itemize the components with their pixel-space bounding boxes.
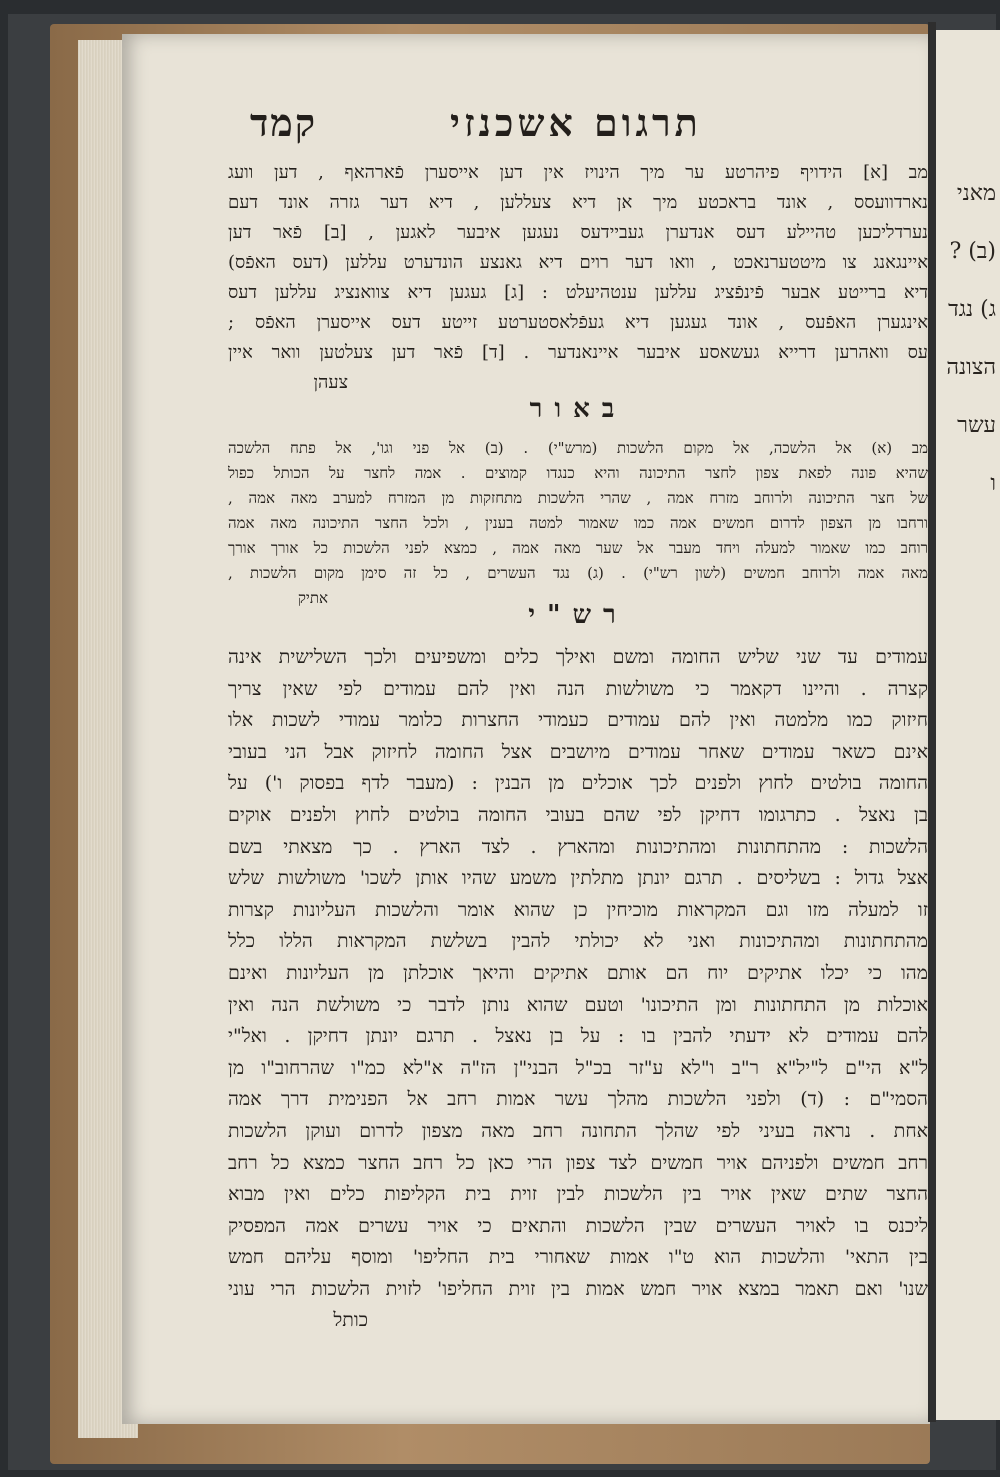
page-header [250,100,710,160]
rashi-line: כותל [333,1309,368,1332]
rashi-line: זו למעלה מזו וגם המקראות מוכיחין כן שהוא אומר והלשכות העליונות קצרות [228,898,928,921]
right-page-line: עשר [957,413,996,438]
biur-section [228,436,928,611]
rashi-line: ל"א הי"ם ל"יל"א ר"ב ו"לא ע"זר בכ"ל הבני"ן הז"ה א"לא כמ"ו שהרחוב"ו מן [228,1056,928,1079]
biur-line: שהיא פונה לפאת צפון לחצר התיכונה והיא כנגדו קמוצים . אמה לחצר על הכותל כפול [228,464,928,482]
rashi-section [228,642,928,1337]
biur-line: מאה אמה ולרוחב חמשים (לשון רש"י) . (ג) נגד העשרים , כל זה סימן מקום הלשכות , [228,564,928,582]
right-page-line: מאני [956,181,996,206]
targum-line: עס וואהרען דרייא געשאסע איבער איינאנדער . [ד] פֿאר דען צעלטען וואר איין [228,342,928,363]
targum-line: נערדליכען טהיילע דעס אנדערן געביידעס נעגען איבער לאגען , [ב] פֿאר דען [228,222,928,243]
targum-line: אינגערן האפֿעס , אונד געגען דיא געפֿלאסטערטע זייטע דעס אייסערן האפֿס ; [228,312,928,333]
targum-line: דיא ברייטע אבער פֿינפֿציג עללען ענטהיעלט : [ג] געגען דיא צוואנציג עללען דעס [228,282,928,303]
targum-line: מב [א] הידויף פיהרטע ער מיך הינויז אין דען אייסערן פֿארהאף , דען וועג [228,162,928,183]
rashi-line: ליכנס בו לאויר העשרים שבין הלשכות והתאים כי אויר עשרים אמה המפסיק [228,1214,928,1237]
biur-line: ורחבו מן הצפון לדרום חמשים אמה כמו שאמור למטה בענין , ולכל החצר התיכונה מאה אמה [228,514,928,532]
rashi-line: הסמי"ם : (ד) ולפני הלשכות מהלך עשר אמות רחב אל הפנימית דרך אמה [228,1088,928,1111]
rashi-line: בן נאצל . כתרגומו דחיקן לפי שהם בעובי החומה בולטים לחוץ ולפנים אוקים [228,803,928,826]
targum-line: איינגאנג צו מיטטערנאכט , וואו דער רוים דיא גאנצע הונדערט עללען (דעס האפֿס) [228,252,928,273]
targum-section [228,158,928,398]
rashi-line: אחת . נראה בעיני לפי שהלך התחונה רחב מאה מצפון לדרום ועוקן הלשכות [228,1119,928,1142]
right-page-line: הצונה [946,355,996,380]
rashi-line: עמודים עד שני שליש החומה ומשם ואילך כלים ומשפיעים ולכך השלישית אינה [228,646,928,668]
running-title: תרגום אשכנזי [450,100,702,145]
rashi-line: אינם כשאר עמודים שאחר עמודים מיושבים אצל החומה לחיזוק אבל הני בעובי [228,740,928,763]
rashi-line: החומה בולטים לחוץ ולפנים לכך אוכלים מן הבנין : (מעבר לדף בפסוק ו') על [228,772,928,795]
right-page-fragment [936,30,1000,1420]
rashi-line: הלשכות : מהתחתונות ומהתיכונות ומהארץ . לצד הארץ . כך מצאתי בשם [228,835,928,858]
book-spine [928,22,936,1422]
targum-line: נארדוועסס , אונד בראכטע מיך אן דיא צעללען , דיא דער גזרה אונד דעם [228,192,928,213]
rashi-line: החצר שתים שאין אויר בין הלשכות לבין זוית בית הקליפות כלים ואין מבוא [228,1183,928,1206]
rashi-line: אצל גדול : בשליסים . תרגם יונתן מתלתין משמע שהיו אותן לשכו' משולשות שלש [228,867,928,890]
right-page-line: ג) נגד [948,297,996,322]
biur-line: אתיק [297,589,328,607]
biur-line: מב (א) אל הלשכה, אל מקום הלשכות (מרש"י) . (ב) אל פני וגו', אל פתח הלשכה [228,439,928,457]
right-page-line: ו [990,471,996,496]
folio-number: קמד [250,100,318,145]
rashi-line: חיזוק כמו מלמטה ואין להם עמודים כעמודי החצרות כלומר עמודי לשכות אלו [228,709,928,732]
rashi-line: מהתחתונות ומהתיכונות ואני לא יכולתי להבין בשלשת המקראות הללו כלל [228,930,928,953]
rashi-line: רחב חמשים ולפניהם אויר חמשים לצד צפון הרי כאן כל רחב החצר כמצא כל רחב [228,1151,928,1174]
rashi-line: שנו' ואם תאמר במצא אויר חמש אמות בין זוית החליפו' לזוית הלשכות הרי עוני [228,1277,928,1300]
rashi-title: רש"י [528,600,628,630]
right-page-line: (ב) ? [949,239,996,264]
biur-line: רוחב כמו שאמור למעלה ויחד מעבר אל שער מאה אמה , כמצא לפני הלשכות כל אורך אורך [228,539,928,557]
biur-line: של חצר התיכונה ולרוחב מזרח אמה , שהרי הלשכות מתחזקות מן המזרח למערב מאה אמה , [228,489,928,507]
rashi-line: להם עמודים לא ידעתי להבין בו : על בן נאצל . תרגם יונתן דחיקן . ואל"י [228,1025,928,1048]
rashi-line: אוכלות מן התחתונות ומן התיכונו' וטעם שהוא נותן לדבר כי משולשת הנה ואין [228,993,928,1016]
biur-title: באור [529,394,627,424]
rashi-line: קצרה . והיינו דקאמר כי משולשות הנה ואין להם עמודים לפי שאין צריך [228,677,928,700]
targum-line: צעהן [313,372,348,393]
rashi-line: בין התאי' והלשכות הוא ט"ו אמות שאחורי בית החליפו' ומוסף עליהם חמש [228,1246,928,1269]
rashi-line: מהו כי יכלו אתיקים יוח הם אותם אתיקים והיאך אוכלתן מן העליונות ואינם [228,961,928,984]
